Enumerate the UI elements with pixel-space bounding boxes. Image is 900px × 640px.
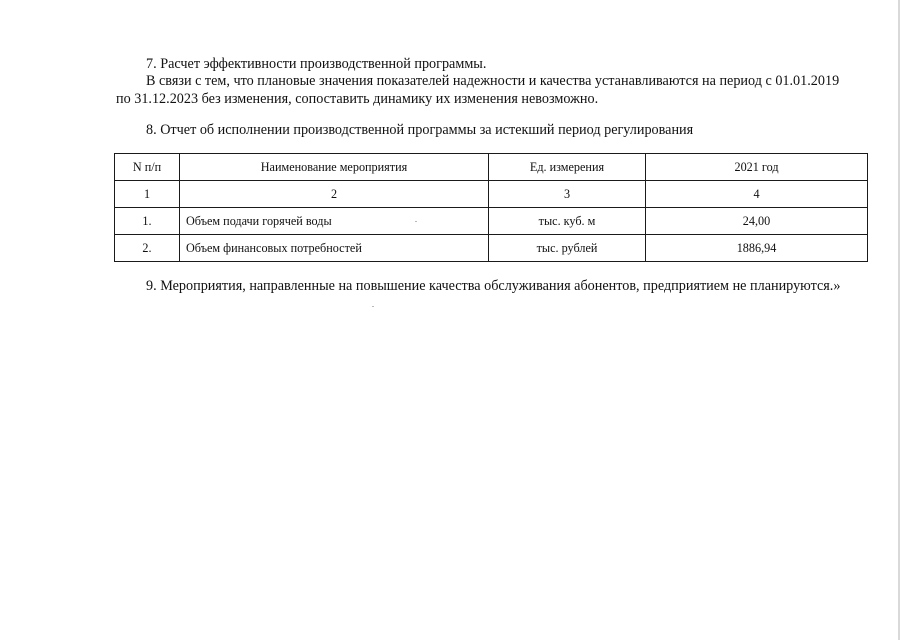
table-header-row [115,154,868,181]
row-number-cell: 1. [115,208,180,235]
section-7-text-line-1: В связи с тем, что плановые значения показателей надежности и качества устанавливаются на период с 01.01.2019 [146,73,840,89]
row-value-cell: 1886,94 [646,235,868,262]
header-number: N п/п [115,154,180,181]
section-8-title: 8. Отчет об исполнении производственной программы за истекший период регулирования [146,122,694,138]
section-7-title: 7. Расчет эффективности производственной программы. [146,56,487,72]
row-value-cell: 24,00 [646,208,868,235]
row-name-cell: Объем финансовых потребностей [180,235,489,262]
header-year: 2021 год [646,154,868,181]
row-number-cell: 2. [115,235,180,262]
scan-speck [415,221,417,222]
header-activity-name: Наименование мероприятия [180,154,489,181]
column-number-cell: 2 [180,181,489,208]
header-unit: Ед. измерения [489,154,646,181]
column-number-cell: 1 [115,181,180,208]
column-number-cell: 3 [489,181,646,208]
report-table [114,153,868,262]
row-unit-cell: тыс. куб. м [489,208,646,235]
scan-speck [372,306,374,307]
section-7-text-line-2: по 31.12.2023 без изменения, сопоставить динамику их изменения невозможно. [116,91,599,107]
row-unit-cell: тыс. рублей [489,235,646,262]
column-number-cell: 4 [646,181,868,208]
table-row [115,208,868,235]
table-row [115,235,868,262]
section-9-text: 9. Мероприятия, направленные на повышение качества обслуживания абонентов, предприятием не планируются.» [146,278,841,294]
table-column-number-row [115,181,868,208]
row-name-cell: Объем подачи горячей воды [180,208,489,235]
